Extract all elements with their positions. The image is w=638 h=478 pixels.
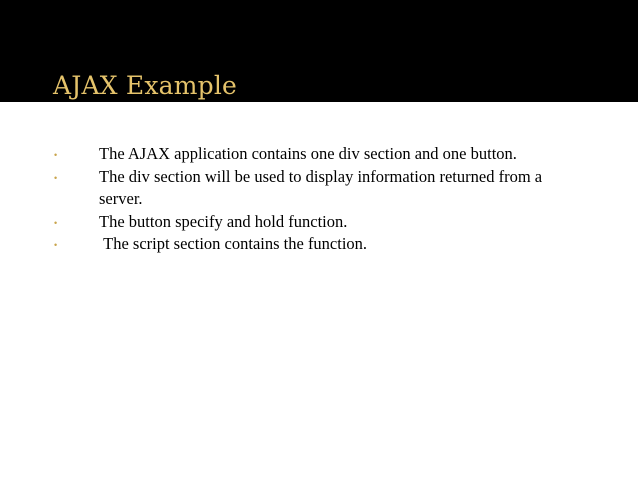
bullet-marker: • bbox=[54, 150, 58, 160]
slide-title: AJAX Example bbox=[53, 71, 238, 100]
bullet-text: The script section contains the function. bbox=[99, 234, 368, 253]
bullet-item bbox=[54, 233, 574, 256]
bullet-item bbox=[54, 166, 574, 211]
bullet-text: The AJAX application contains one div section and one button. bbox=[99, 144, 517, 163]
bullet-text: The div section will be used to display information returned from a server. bbox=[99, 166, 543, 208]
bullet-marker: • bbox=[54, 172, 58, 183]
bullet-item bbox=[54, 211, 574, 234]
bullet-item bbox=[54, 143, 574, 166]
bullet-text: The button specify and hold function. bbox=[99, 211, 348, 231]
bullet-list bbox=[54, 143, 574, 256]
bullet-marker: • bbox=[54, 217, 58, 228]
bullet-marker: • bbox=[54, 240, 58, 250]
